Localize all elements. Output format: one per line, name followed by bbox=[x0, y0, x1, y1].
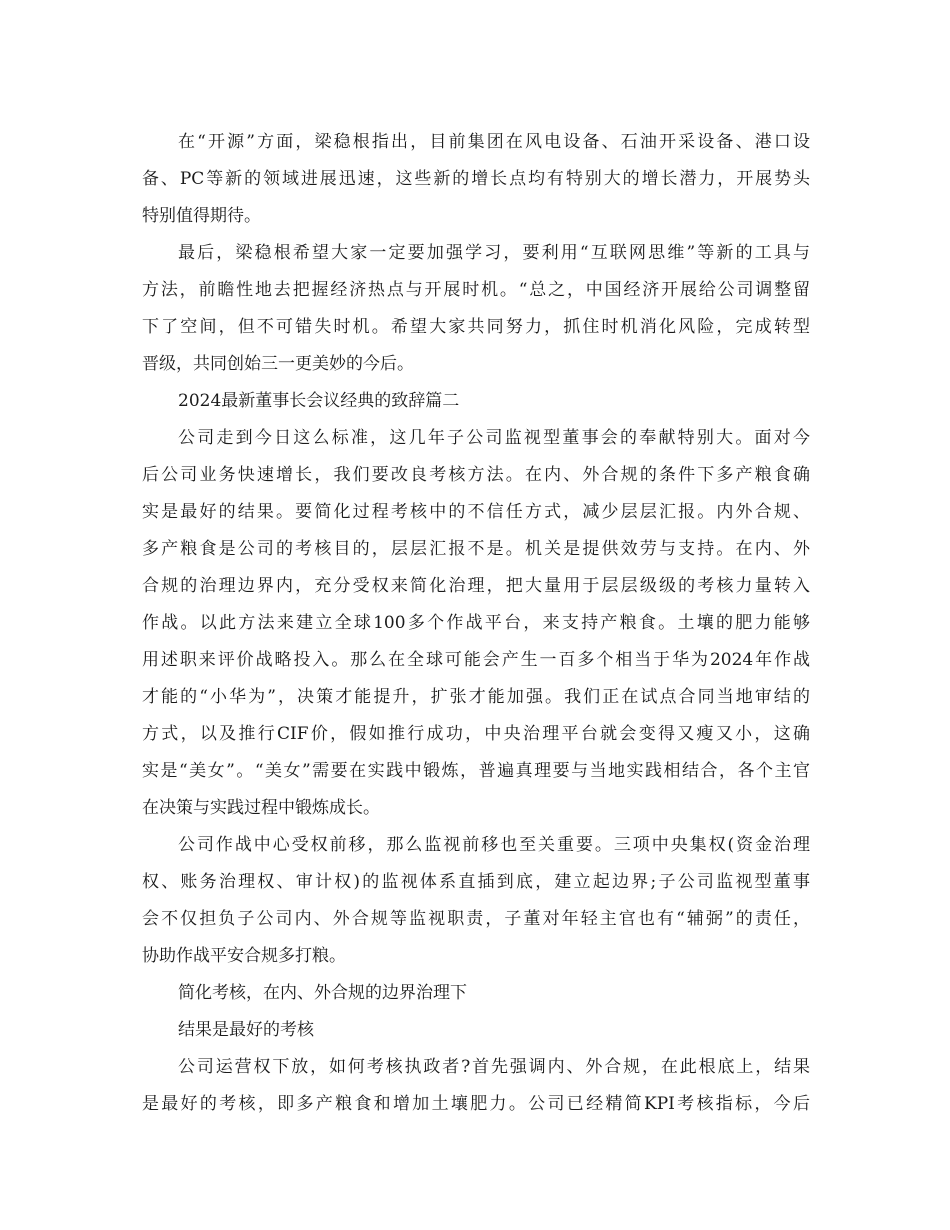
text-line: 备、PC等新的领域进展迅速，这些新的增长点均有特别大的增长潜力，开展势头 bbox=[142, 169, 810, 189]
text-line: 实是最好的结果。要简化过程考核中的不信任方式，减少层层汇报。内外合规、 bbox=[142, 502, 810, 522]
text-line: 公司走到今日这么标准，这几年子公司监视型董事会的奉献特别大。面对今 bbox=[178, 428, 810, 448]
text-line: 会不仅担负子公司内、外合规等监视职责，子董对年轻主官也有“辅弼”的责任， bbox=[142, 909, 810, 929]
text-line: 在决策与实践过程中锻炼成长。 bbox=[142, 798, 380, 818]
text-line: 下了空间，但不可错失时机。希望大家共同努力，抓住时机消化风险，完成转型 bbox=[142, 317, 810, 337]
text-line: 特别值得期待。 bbox=[142, 206, 261, 226]
document-body bbox=[142, 124, 810, 1123]
paragraph bbox=[142, 235, 810, 383]
text-line: 实是“美女”。“美女”需要在实践中锻炼，普遍真理要与当地实践相结合，各个主官 bbox=[142, 761, 810, 781]
paragraph bbox=[142, 1049, 810, 1123]
text-line: 在“开源”方面，梁稳根指出，目前集团在风电设备、石油开采设备、港口设 bbox=[178, 132, 810, 152]
text-line: 协助作战平安合规多打粮。 bbox=[142, 946, 346, 966]
text-line: 多产粮食是公司的考核目的，层层汇报不是。机关是提供效劳与支持。在内、外 bbox=[142, 539, 810, 559]
text-line: 后公司业务快速增长，我们要改良考核方法。在内、外合规的条件下多产粮食确 bbox=[142, 465, 810, 485]
text-line: 权、账务治理权、审计权)的监视体系直插到底，建立起边界;子公司监视型董事 bbox=[142, 872, 810, 892]
text-line: 公司运营权下放，如何考核执政者?首先强调内、外合规，在此根底上，结果 bbox=[178, 1057, 810, 1077]
text-line: 晋级，共同创始三一更美妙的今后。 bbox=[142, 354, 414, 374]
text-line: 是最好的考核，即多产粮食和增加土壤肥力。公司已经精简KPI考核指标，今后 bbox=[142, 1094, 810, 1114]
text-line: 结果是最好的考核 bbox=[178, 1020, 314, 1040]
text-line: 最后，梁稳根希望大家一定要加强学习，要利用“互联网思维”等新的工具与 bbox=[178, 243, 810, 263]
paragraph bbox=[142, 827, 810, 975]
text-line: 方式，以及推行CIF价，假如推行成功，中央治理平台就会变得又瘦又小，这确 bbox=[142, 724, 810, 744]
text-line: 方法，前瞻性地去把握经济热点与开展时机。“总之，中国经济开展给公司调整留 bbox=[142, 280, 810, 300]
paragraph bbox=[142, 975, 810, 1012]
text-line: 简化考核，在内、外合规的边界治理下 bbox=[178, 983, 467, 1003]
text-line: 公司作战中心受权前移，那么监视前移也至关重要。三项中央集权(资金治理 bbox=[178, 835, 810, 855]
text-line: 合规的治理边界内，充分受权来简化治理，把大量用于层层级级的考核力量转入 bbox=[142, 576, 810, 596]
text-line: 2024最新董事长会议经典的致辞篇二 bbox=[178, 391, 460, 411]
text-line: 用述职来评价战略投入。那么在全球可能会产生一百多个相当于华为2024年作战 bbox=[142, 650, 810, 670]
text-line: 作战。以此方法来建立全球100多个作战平台，来支持产粮食。土壤的肥力能够 bbox=[142, 613, 810, 633]
text-line: 才能的“小华为”，决策才能提升，扩张才能加强。我们正在试点合同当地审结的 bbox=[142, 687, 810, 707]
paragraph bbox=[142, 383, 810, 420]
paragraph bbox=[142, 124, 810, 235]
paragraph bbox=[142, 420, 810, 827]
paragraph bbox=[142, 1012, 810, 1049]
